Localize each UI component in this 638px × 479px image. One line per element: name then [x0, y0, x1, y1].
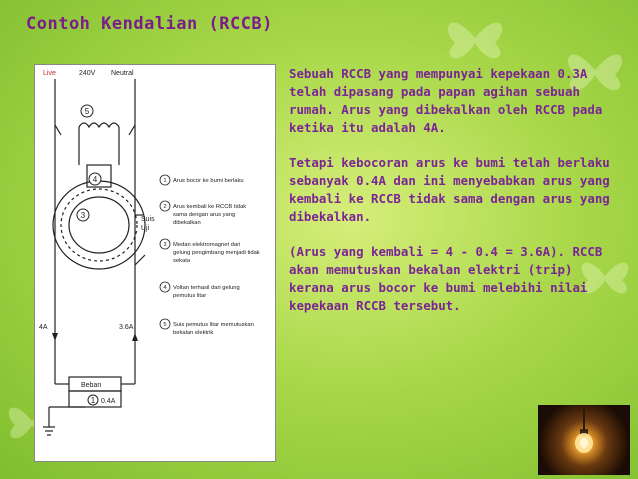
neutral-label: Neutral: [111, 70, 134, 77]
paragraph-leakage: Tetapi kebocoran arus ke bumi telah berlaku sebanyak 0.4A dan ini menyebabkan arus yang kembali ke RCCB tidak sama dengan arus yang dibekalkan.: [289, 155, 610, 224]
rccb-diagram: [34, 64, 276, 462]
leak-label: 0.4A: [101, 398, 116, 405]
diagram-legend: [160, 175, 260, 336]
rccb-schematic: [35, 65, 275, 461]
legend-text-3: gelung pengimbang menjadi tidak: [173, 250, 260, 256]
legend-text-5: bekalan elektrik: [173, 330, 214, 336]
legend-text-1: Arus bocor ke bumi berlaku: [173, 178, 244, 184]
paragraph-trip: (Arus yang kembali = 4 - 0.4 = 3.6A). RCCB akan memutuskan bekalan elektri (trip) kerana arus bocor ke bumi melebihi nilai kepekaan RCCB tersebut.: [289, 244, 603, 313]
legend-num-2: 2: [163, 204, 167, 210]
legend-num-5: 5: [163, 322, 167, 328]
marker-5: 5: [84, 107, 90, 116]
suis-label: Suis: [141, 216, 155, 223]
legend-num-3: 3: [163, 242, 167, 248]
current-out-label: 3.6A: [119, 324, 134, 331]
load-label: Beban: [81, 382, 102, 389]
legend-text-3: Medan elektromagnet dari: [173, 242, 241, 248]
legend-text-5: Suis pemutus litar memutuskan: [173, 322, 254, 328]
legend-text-4: Voltan terhasil dari gelung: [173, 285, 240, 291]
legend-text-4: pemutus litar: [173, 293, 207, 299]
slide-body: [289, 65, 619, 332]
live-label: Live: [43, 70, 56, 77]
legend-num-4: 4: [163, 285, 167, 291]
marker-4: 4: [92, 175, 98, 184]
uji-label: Uji: [141, 225, 150, 232]
legend-text-2: Arus kembali ke RCCB tidak: [173, 204, 247, 210]
legend-text-3: sekata: [173, 258, 191, 264]
legend-num-1: 1: [163, 178, 167, 184]
voltage-label: 240V: [79, 70, 96, 77]
light-bulb-photo: [538, 405, 630, 475]
marker-3: 3: [80, 211, 86, 220]
legend-text-2: sama dengan arus yang: [173, 212, 236, 218]
slide-title: Contoh Kendalian (RCCB): [26, 14, 273, 34]
butterfly-decoration: [440, 8, 510, 68]
light-bulb-icon: [538, 405, 630, 475]
marker-1: 1: [90, 396, 96, 405]
paragraph-rccb-setup: Sebuah RCCB yang mempunyai kepekaan 0.3A telah dipasang pada papan agihan sebuah rumah. Arus yang dibekalkan oleh RCCB pada ketika itu adalah 4A.: [289, 66, 603, 135]
current-in-label: 4A: [39, 324, 48, 331]
legend-text-2: dibekalkan: [173, 220, 201, 226]
